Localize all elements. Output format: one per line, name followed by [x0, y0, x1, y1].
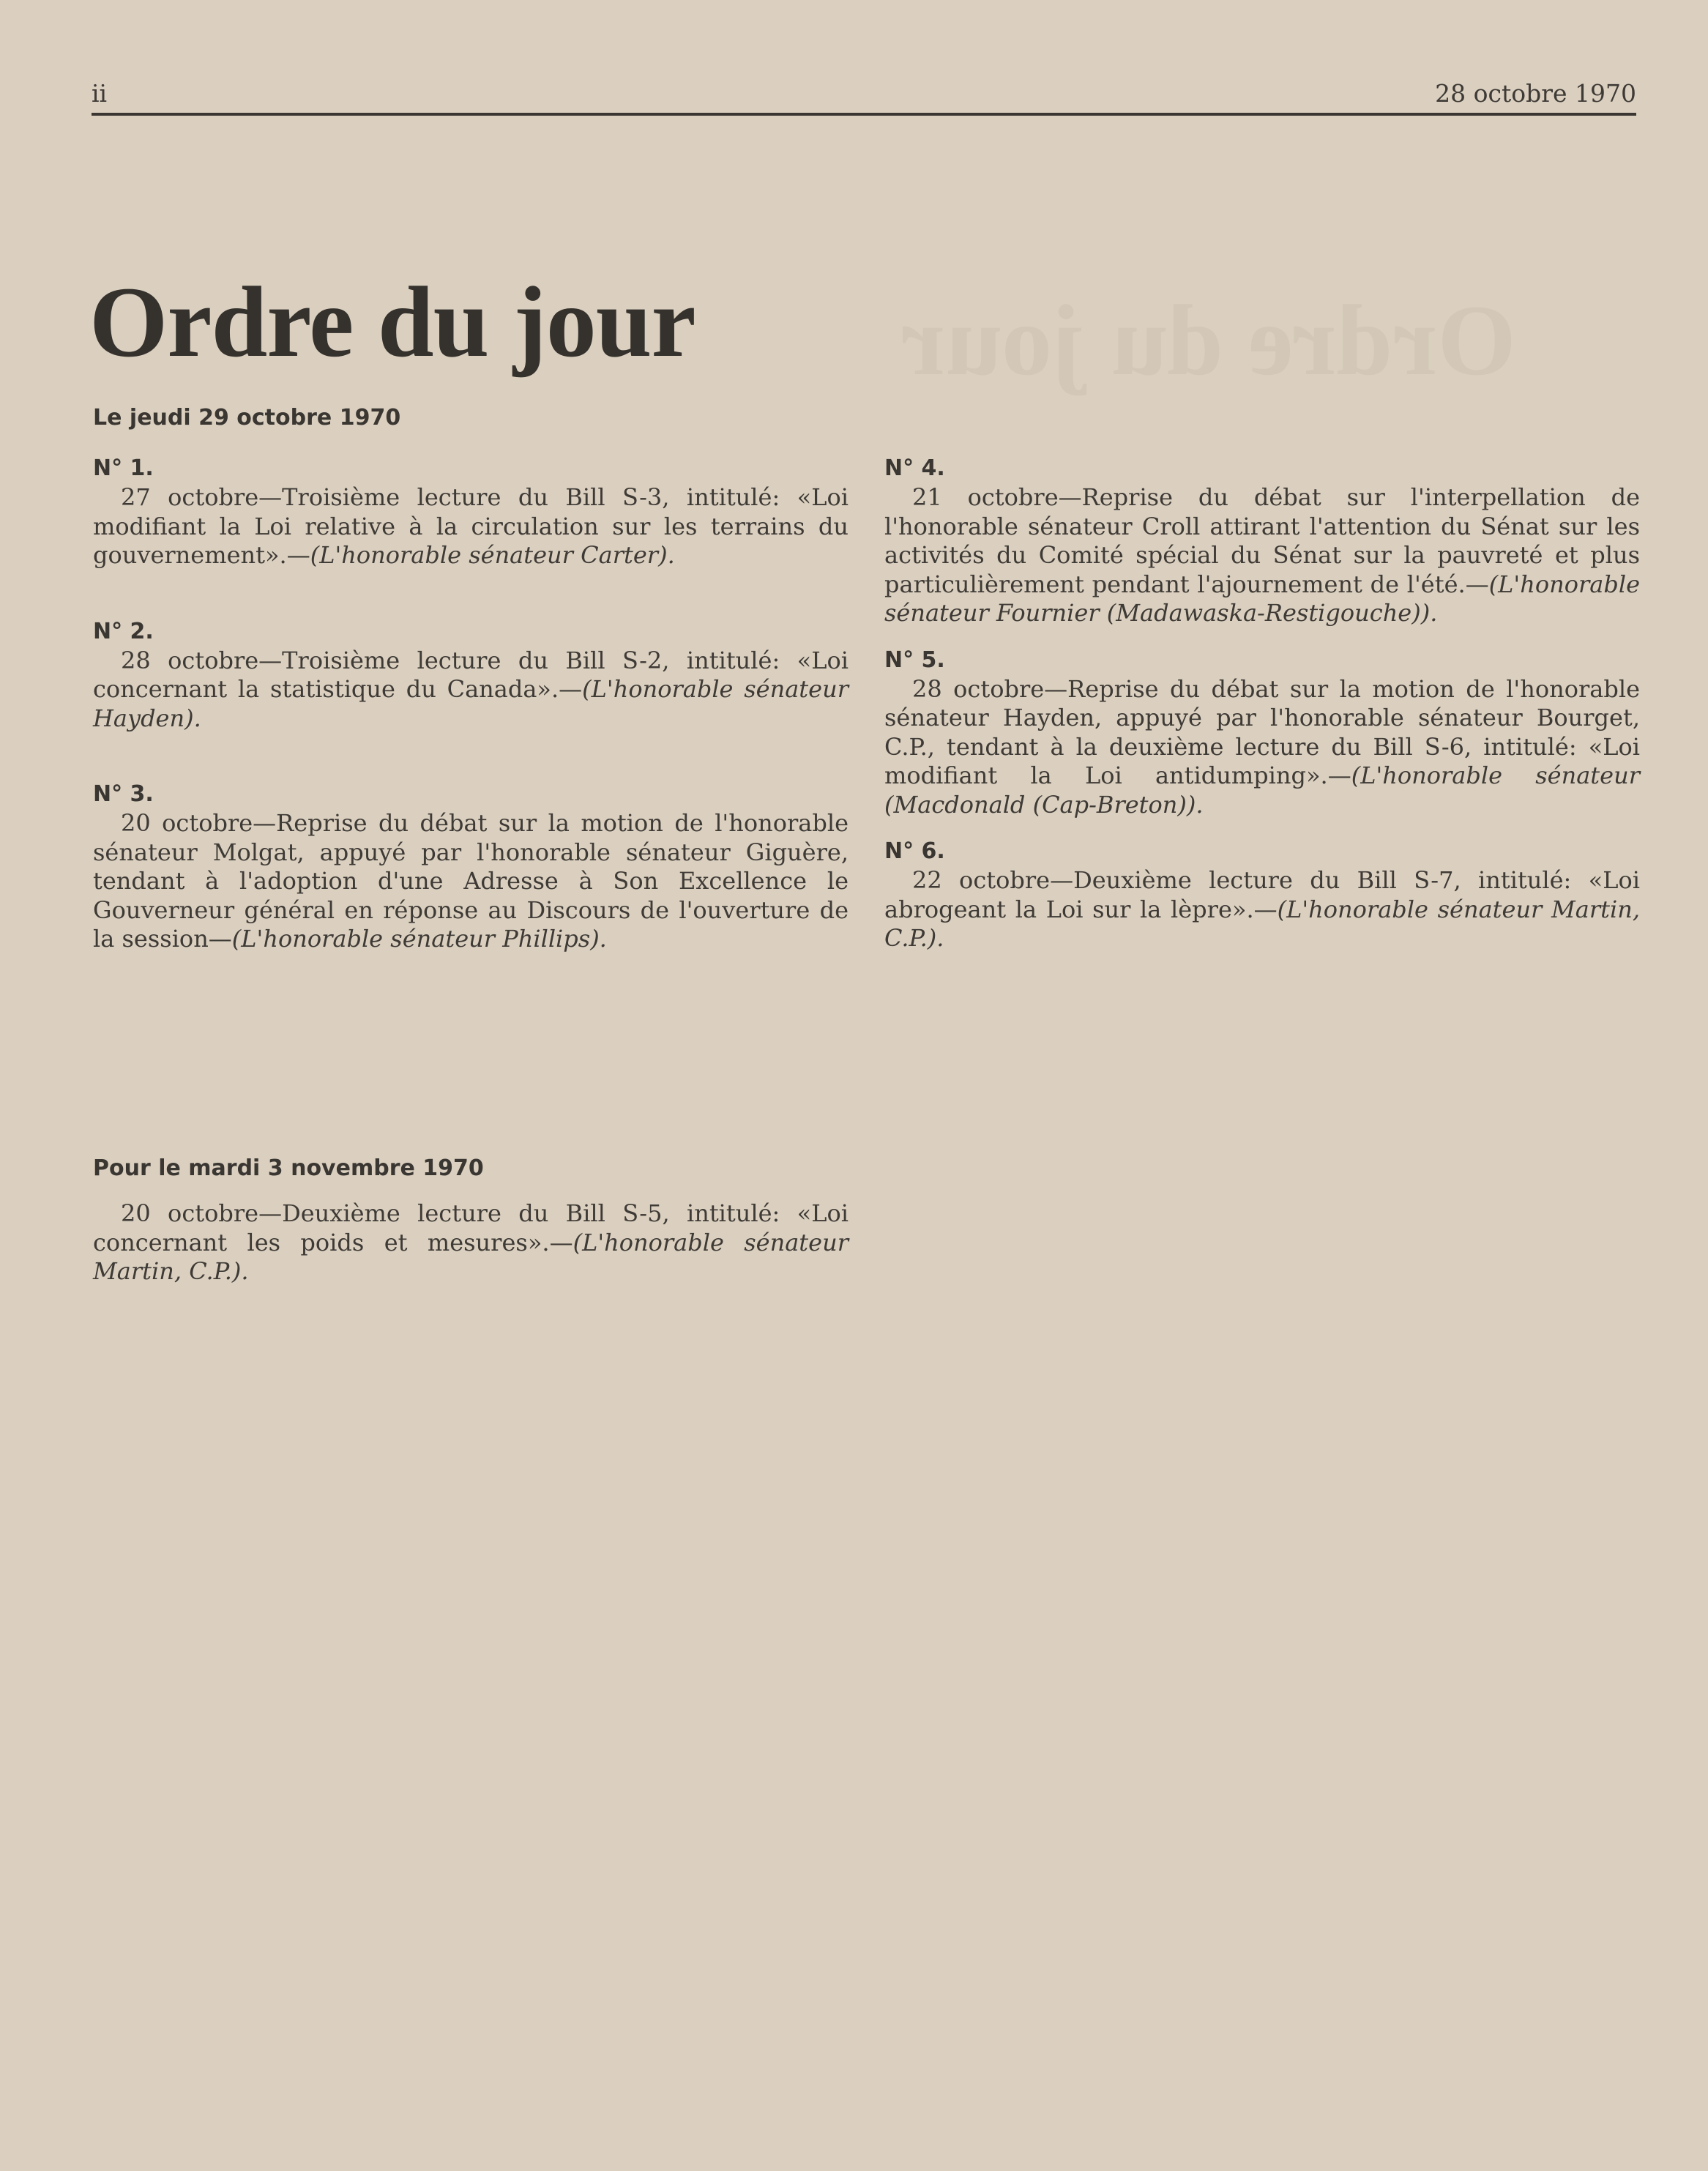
item-sponsor: (L'honorable sénateur (Macdonald (Cap-Breton)).: [884, 761, 1640, 819]
item-sponsor: (L'honorable sénateur Martin, C.P.).: [884, 895, 1640, 952]
left-column: [93, 454, 849, 954]
page-number: ii: [92, 79, 108, 108]
page-header: [92, 79, 1636, 116]
item-sponsor: (L'honorable sénateur Phillips).: [231, 925, 607, 953]
header-date: 28 octobre 1970: [1435, 79, 1636, 108]
item-number: N° 5.: [884, 647, 945, 673]
item-text: 22 octobre—Deuxième lecture du Bill S-7, intitulé: «Loi abrogeant la Loi sur la lèpre».—(L'honorable sénateur Martin, C.P.).: [884, 866, 1640, 952]
left-column-section2: [93, 1199, 849, 1286]
order-item-1: [93, 454, 849, 570]
section-heading-mardi: Pour le mardi 3 novembre 1970: [93, 1155, 484, 1181]
item-text: 20 octobre—Deuxième lecture du Bill S-5, intitulé: «Loi concernant les poids et mesures».—(L'honorable sénateur Martin, C.P.).: [93, 1199, 849, 1285]
item-number: N° 6.: [884, 838, 945, 864]
item-text: 28 octobre—Troisième lecture du Bill S-2, intitulé: «Loi concernant la statistique du Canada».—(L'honorable sénateur Hayden).: [93, 646, 849, 732]
order-item-2: [93, 617, 849, 734]
order-item-3: [93, 780, 849, 954]
page-title: Ordre du jour: [89, 266, 695, 378]
item-number: N° 2.: [93, 618, 154, 644]
bleed-through-shadow: Ordre du jour: [900, 284, 1516, 396]
item-text: 28 octobre—Reprise du débat sur la motion de l'honorable sénateur Hayden, appuyé par l'honorable sénateur Bourget, C.P., tendant à la deuxième lecture du Bill S-6, intitulé: «Loi modifiant la Loi antidumping».—(L'honorable sénateur (Macdonald (Cap-Breton)).: [884, 674, 1640, 819]
item-number: N° 4.: [884, 455, 945, 481]
item-number: N° 3.: [93, 781, 154, 807]
item-text: 27 octobre—Troisième lecture du Bill S-3, intitulé: «Loi modifiant la Loi relative à la circulation sur les terrains du gouvernement».—(L'honorable sénateur Carter).: [93, 483, 849, 569]
order-item-6: [884, 837, 1640, 953]
item-text: 20 octobre—Reprise du débat sur la motion de l'honorable sénateur Molgat, appuyé par l'honorable sénateur Giguère, tendant à l'adoption d'une Adresse à Son Excellence le Gouverneur général en réponse au Discours de l'ouverture de la session—(L'honorable sénateur Phillips).: [93, 809, 849, 953]
section-heading-jeudi: Le jeudi 29 octobre 1970: [93, 405, 401, 431]
item-number: N° 1.: [93, 455, 154, 481]
item-text: 21 octobre—Reprise du débat sur l'interpellation de l'honorable sénateur Croll attirant l'attention du Sénat sur les activités du Comité spécial du Sénat sur la pauvreté et plus particulièrement pendant l'ajournement de l'été.—(L'honorable sénateur Fournier (Madawaska-Restigouche)).: [884, 483, 1640, 627]
order-item-4: [884, 454, 1640, 628]
item-sponsor: (L'honorable sénateur Carter).: [310, 541, 675, 569]
item-sponsor: (L'honorable sénateur Martin, C.P.).: [93, 1228, 849, 1285]
right-column: [884, 454, 1640, 953]
order-item-5: [884, 646, 1640, 820]
item-sponsor: (L'honorable sénateur Hayden).: [93, 675, 849, 732]
order-item-s5: [93, 1199, 849, 1286]
item-sponsor: (L'honorable sénateur Fournier (Madawaska-Restigouche)).: [884, 570, 1640, 627]
